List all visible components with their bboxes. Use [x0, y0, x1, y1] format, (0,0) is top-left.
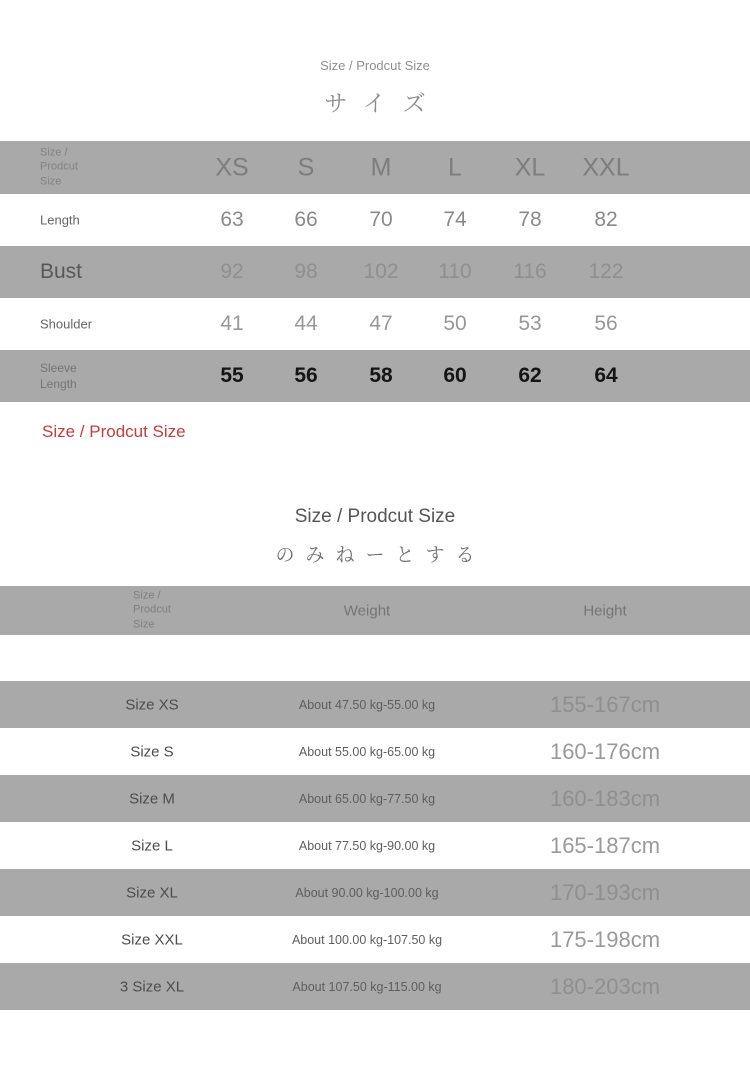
- table-cell: 56: [294, 364, 318, 387]
- fit-row-l: [0, 822, 750, 869]
- fit-row-3xl: [0, 963, 750, 1010]
- intro-title-japanese: サイズ: [324, 90, 443, 116]
- fit-row-m: [0, 775, 750, 822]
- fit-size-label: Size S: [130, 743, 174, 760]
- table-cell: 64: [594, 364, 618, 387]
- row-label-sleeve-length: [40, 360, 77, 392]
- table-cell: 41: [220, 312, 244, 335]
- fit-row-xs: [0, 681, 750, 728]
- table-cell: 78: [518, 208, 542, 231]
- corner-label-line: Size /: [40, 146, 68, 159]
- fit-height-range: 170-193cm: [549, 879, 661, 905]
- fit-weight-range: About 55.00 kg-65.00 kg: [298, 744, 436, 759]
- fit-section-subtitle: Size / Prodcut Size: [294, 506, 456, 527]
- table-cell: 122: [588, 260, 624, 283]
- row-label-line: Sleeve: [40, 360, 77, 375]
- table-cell: 63: [220, 208, 244, 231]
- table-spacer: [0, 635, 750, 681]
- size-row-sleeve-length: [0, 350, 750, 402]
- size-table-header-row: [0, 141, 750, 194]
- corner-label-line: Size: [40, 175, 62, 188]
- size-row-shoulder: [0, 298, 750, 350]
- size-row-length: [0, 194, 750, 246]
- table-cell: 74: [443, 208, 467, 231]
- table-cell: 53: [518, 312, 542, 335]
- fit-height-range: 175-198cm: [549, 926, 661, 952]
- fit-row-s: [0, 728, 750, 775]
- fit-size-label: Size XS: [125, 696, 179, 713]
- fit-row-xxl: [0, 916, 750, 963]
- row-label-length: Length: [40, 212, 80, 228]
- height-column-header: Height: [583, 602, 627, 619]
- table-cell: 44: [294, 312, 318, 335]
- size-row-bust: [0, 246, 750, 298]
- fit-size-label: Size M: [129, 790, 175, 807]
- size-col-header-l: L: [448, 153, 462, 181]
- size-col-header-xxl: XXL: [582, 153, 630, 181]
- row-label-shoulder: Shoulder: [40, 316, 93, 332]
- fit-size-label: Size XL: [126, 884, 178, 901]
- size-table-corner-label: [40, 145, 78, 190]
- table-cell: 60: [443, 364, 467, 387]
- table-cell: 62: [518, 364, 542, 387]
- size-col-header-xl: XL: [514, 153, 546, 181]
- fit-weight-range: About 77.50 kg-90.00 kg: [298, 838, 436, 853]
- fit-recommendation-table: [0, 586, 750, 1010]
- fit-size-label: 3 Size XL: [119, 978, 185, 995]
- row-label-bust: Bust: [40, 260, 83, 283]
- size-col-header-m: M: [370, 153, 392, 181]
- table-cell: 50: [443, 312, 467, 335]
- table-cell: 82: [594, 208, 618, 231]
- fit-table-header-row: [0, 586, 750, 635]
- size-col-header-s: S: [297, 153, 315, 181]
- fit-height-range: 160-183cm: [549, 785, 661, 811]
- size-col-header-xs: XS: [215, 153, 249, 181]
- intro-subtitle: Size / Prodcut Size: [320, 58, 430, 73]
- fit-table-corner-label: [133, 588, 171, 633]
- corner-label-line: Prodcut: [40, 161, 78, 174]
- table-cell: 116: [513, 260, 547, 283]
- fit-size-label: Size L: [131, 837, 173, 854]
- fit-size-label: Size XXL: [121, 931, 183, 948]
- fit-row-xl: [0, 869, 750, 916]
- table-cell: 98: [294, 260, 318, 283]
- table-cell: 47: [369, 312, 393, 335]
- fit-weight-range: About 90.00 kg-100.00 kg: [295, 885, 439, 900]
- table-cell: 102: [363, 260, 399, 283]
- table-cell: 92: [220, 260, 244, 283]
- corner-label-line: Prodcut: [133, 604, 171, 617]
- fit-height-range: 180-203cm: [549, 973, 661, 999]
- table-cell: 56: [594, 312, 618, 335]
- table-cell: 66: [294, 208, 318, 231]
- fit-height-range: 165-187cm: [549, 832, 661, 858]
- fit-height-range: 155-167cm: [549, 691, 661, 717]
- corner-label-line: Size: [133, 618, 155, 631]
- fit-height-range: 160-176cm: [549, 738, 661, 764]
- weight-column-header: Weight: [343, 602, 391, 619]
- table-cell: 70: [369, 208, 393, 231]
- fit-weight-range: About 65.00 kg-77.50 kg: [298, 791, 436, 806]
- row-label-line: Length: [40, 377, 77, 391]
- table-cell: 110: [438, 260, 472, 283]
- table-cell: 58: [369, 364, 393, 387]
- table-cell: 55: [220, 364, 244, 387]
- corner-label-line: Size /: [133, 589, 161, 602]
- fit-weight-range: About 100.00 kg-107.50 kg: [291, 932, 443, 947]
- size-measurement-table: [0, 141, 750, 402]
- fit-weight-range: About 47.50 kg-55.00 kg: [298, 697, 436, 712]
- fit-weight-range: About 107.50 kg-115.00 kg: [292, 979, 442, 994]
- red-section-heading: Size / Prodcut Size: [42, 422, 186, 441]
- fit-section-title-japanese: のみねーとする: [275, 545, 486, 566]
